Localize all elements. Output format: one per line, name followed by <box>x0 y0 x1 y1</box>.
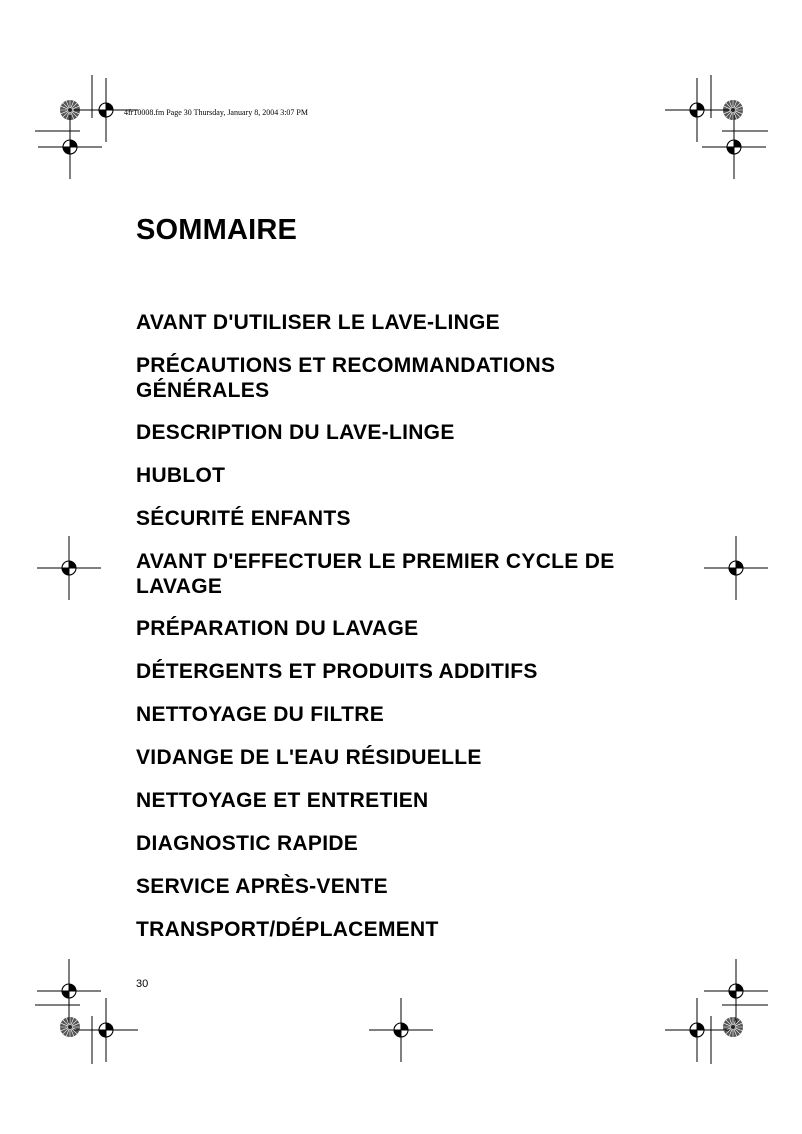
page-number: 30 <box>136 978 149 990</box>
file-info-header: 4fr10008.fm Page 30 Thursday, January 8, 2004 3:07 PM <box>124 108 308 117</box>
registration-target-icon <box>369 998 433 1062</box>
toc-item: PRÉCAUTIONS ET RECOMMANDATIONS GÉNÉRALES <box>136 354 556 402</box>
registration-target-icon <box>74 998 138 1062</box>
registration-target-icon <box>37 536 101 600</box>
toc-item: NETTOYAGE ET ENTRETIEN <box>136 789 429 812</box>
toc-item: DÉTERGENTS ET PRODUITS ADDITIFS <box>136 660 538 683</box>
toc-item: VIDANGE DE L'EAU RÉSIDUELLE <box>136 746 482 769</box>
registration-target-icon <box>704 536 768 600</box>
toc-item: DESCRIPTION DU LAVE-LINGE <box>136 421 455 444</box>
toc-item: TRANSPORT/DÉPLACEMENT <box>136 918 439 941</box>
toc-item: SÉCURITÉ ENFANTS <box>136 507 351 530</box>
registration-target-icon <box>665 78 729 142</box>
registration-target-icon <box>37 959 101 1023</box>
color-wheel-icon <box>723 1017 743 1037</box>
toc-item: HUBLOT <box>136 464 226 487</box>
toc-item: PRÉPARATION DU LAVAGE <box>136 617 419 640</box>
toc-item: SERVICE APRÈS-VENTE <box>136 875 388 898</box>
toc-item: NETTOYAGE DU FILTRE <box>136 703 384 726</box>
color-wheel-icon <box>60 1017 80 1037</box>
registration-target-icon <box>702 115 766 179</box>
toc-item: DIAGNOSTIC RAPIDE <box>136 832 359 855</box>
table-of-contents <box>136 310 656 960</box>
registration-target-icon <box>665 998 729 1062</box>
toc-item: AVANT D'UTILISER LE LAVE-LINGE <box>136 311 500 334</box>
toc-item: AVANT D'EFFECTUER LE PREMIER CYCLE DE LAVAGE <box>136 550 615 598</box>
registration-target-icon <box>704 959 768 1023</box>
registration-target-icon <box>38 115 102 179</box>
page-title: SOMMAIRE <box>136 214 298 246</box>
